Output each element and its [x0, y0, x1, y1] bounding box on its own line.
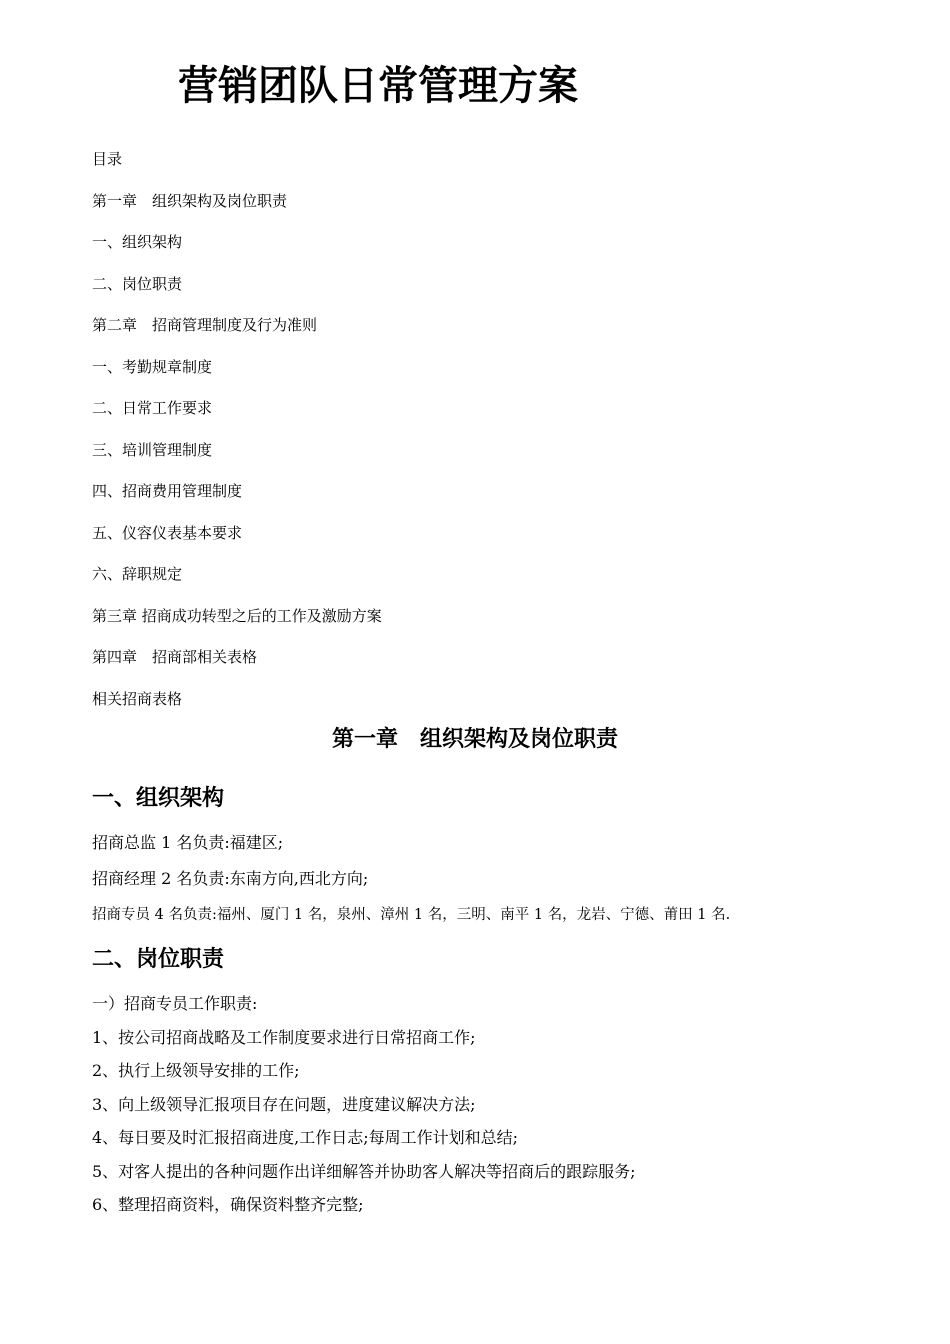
- toc-item: 相关招商表格: [92, 689, 183, 708]
- duty-line: 4、每日要及时汇报招商进度,工作日志;每周工作计划和总结;: [92, 1128, 519, 1147]
- org-line: 招商专员 4 名负责:福州、厦门 1 名，泉州、漳州 1 名，三明、南平 1 名，龙岩、宁德、莆田 1 名.: [92, 907, 731, 923]
- duty-line: 1、按公司招商战略及工作制度要求进行日常招商工作;: [92, 1027, 476, 1047]
- org-structure-list: [92, 832, 730, 940]
- document-title: 营销团队日常管理方案: [178, 63, 578, 109]
- duties-list: [92, 993, 636, 1228]
- toc-item: 第一章 组织架构及岗位职责: [92, 191, 288, 210]
- org-line: 招商总监 1 名负责:福建区;: [92, 833, 284, 852]
- toc-heading: 目录: [92, 150, 123, 168]
- toc-item: 二、日常工作要求: [92, 399, 213, 417]
- duty-line: 一）招商专员工作职责:: [92, 994, 258, 1013]
- toc-item: 二、岗位职责: [92, 274, 183, 293]
- toc-item: 第三章 招商成功转型之后的工作及激励方案: [92, 606, 382, 625]
- duty-line: 6、整理招商资料，确保资料整齐完整;: [92, 1195, 364, 1214]
- duty-line: 5、对客人提出的各种问题作出详细解答并协助客人解决等招商后的跟踪服务;: [92, 1161, 636, 1181]
- duty-line: 2、执行上级领导安排的工作;: [92, 1061, 300, 1080]
- toc-item: 四、招商费用管理制度: [92, 482, 243, 500]
- toc-item: 一、组织架构: [92, 233, 183, 251]
- toc-item: 第二章 招商管理制度及行为准则: [92, 316, 318, 334]
- section-heading-org-structure: 一、组织架构: [92, 786, 225, 811]
- duty-line: 3、向上级领导汇报项目存在问题，进度建议解决方法;: [92, 1094, 476, 1114]
- toc-item: 五、仪容仪表基本要求: [92, 523, 243, 542]
- toc-item: 三、培训管理制度: [92, 440, 213, 459]
- toc-item: 一、考勤规章制度: [92, 357, 213, 376]
- toc-item: 第四章 招商部相关表格: [92, 648, 258, 666]
- toc-item: 六、辞职规定: [92, 565, 183, 583]
- table-of-contents: [92, 148, 382, 729]
- org-line: 招商经理 2 名负责:东南方向,西北方向;: [92, 869, 369, 888]
- section-heading-duties: 二、岗位职责: [92, 947, 225, 972]
- chapter-heading: 第一章 组织架构及岗位职责: [331, 727, 618, 752]
